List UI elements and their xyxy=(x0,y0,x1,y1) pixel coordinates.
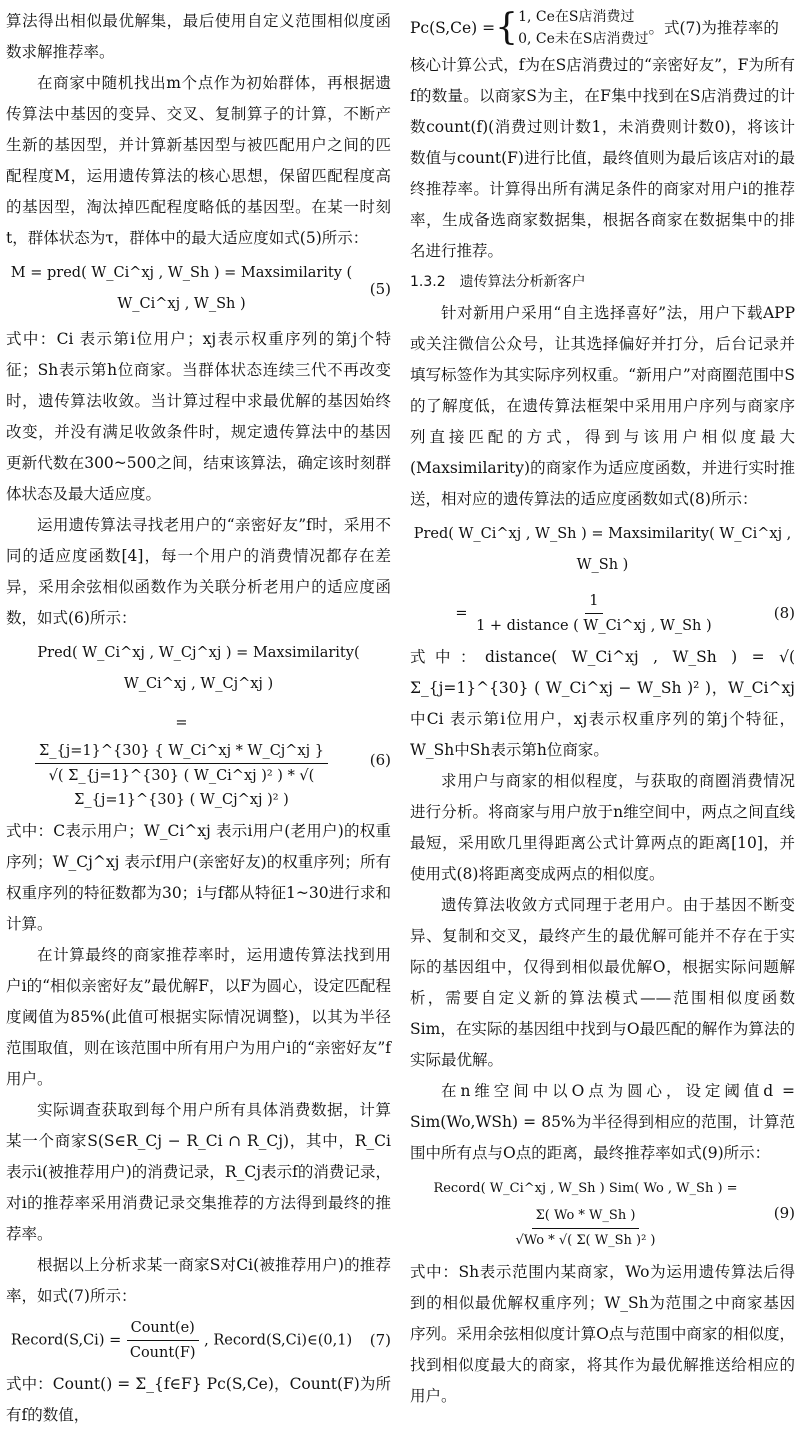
equation-6-top xyxy=(6,634,391,704)
fraction xyxy=(6,739,357,812)
numerator: Count(e) xyxy=(127,1316,199,1341)
paragraph: 核心计算公式，f为在S店消费过的“亲密好友”，F为所有f的数量。以商家S为主，在F集中找到在S店消费过的计数count(f)(消费过则计数1，未消费则计数0)，将该计数值与count(F)进行比值，最终值则为最后该店对i的最终推荐率。计算得出所有满足条件的商家对用户i的推荐率，生成备选商家数据集，根据各商家在数据集中的排名进行推荐。 xyxy=(410,56,795,260)
fraction xyxy=(512,1204,660,1253)
paragraph: 算法得出相似最优解集，最后使用自定义范围相似度函数求解推荐率。 xyxy=(6,12,391,61)
paragraph: 运用遗传算法寻找老用户的“亲密好友”f时，采用不同的适应度函数[4]，每一个用户的消费情况都存在差异，采用余弦相似函数作为关联分析老用户的适应度函数，如式(6)所示： xyxy=(6,516,391,627)
denominator: √( Σ_{j=1}^{30} ( W_Ci^xj )² ) * √( Σ_{j=1}^{30} ( W_Cj^xj )² ) xyxy=(48,768,315,808)
case-row: 1, Ce在S店消费过 xyxy=(518,9,635,25)
equation-7 xyxy=(6,1312,391,1369)
paragraph: 求用户与商家的相似程度，与获取的商圈消费情况进行分析。将商家与用户放于n维空间中，两点之间直线最短，采用欧几里得距离公式计算两点的距离[10]，并使用式(8)将距离变成两点的相似度。 xyxy=(410,772,795,883)
paragraph: 在商家中随机找出m个点作为初始群体，再根据遗传算法中基因的变异、交叉、复制算子的计算，不断产生新的基因型，并计算新基因型与被匹配用户之间的匹配程度M，运用遗传算法的核心思想，保留匹配程度高的基因型，淘汰掉匹配程度略低的基因型。在某一时刻t，群体状态为τ，群体中的最大适应度如式(5)所示： xyxy=(6,74,391,247)
equation-rhs: , Record(S,Ci)∈(0,1) xyxy=(204,1332,353,1349)
equation-lhs: Record(S,Ci) = xyxy=(10,1332,122,1349)
denominator: Count(F) xyxy=(129,1345,196,1361)
equation-number: (6) xyxy=(369,750,391,769)
left-column xyxy=(6,6,391,1431)
numerator: Σ( Wo * W_Sh ) xyxy=(532,1204,640,1229)
paragraph: 遗传算法收敛方式同理于老用户。由于基因不断变异、复制和交叉，最终产生的最优解可能并不存在于实际的基因组中，仅得到相似最优解O，根据实际问题解析，需要自定义新的算法模式——范围相似度函数Sim，在实际的基因组中找到与O最匹配的解作为算法的实际最优解。 xyxy=(410,896,795,1069)
paragraph: 式中：C表示用户；W_Ci^xj 表示i用户(老用户)的权重序列；W_Cj^xj 表示f用户(亲密好友)的权重序列；所有权重序列的特征数都为30；i与f都从特征1~30进行求和计算。 xyxy=(6,822,391,933)
fraction xyxy=(472,589,716,638)
case-row: 0, Ce未在S店消费过 xyxy=(518,31,649,47)
paragraph: 针对新用户采用“自主选择喜好”法，用户下载APP或关注微信公众号，让其选择偏好并打分，后台记录并填写标签作为其实际序列权重。“新用户”对商圈范围中S的了解度低，在遗传算法框架中采用用户序列与商家序列直接匹配的方式，得到与该用户相似度最大(Maxsimilarity)的商家作为适应度函数，并进行实时推送，相对应的遗传算法的适应度函数如式(8)所示： xyxy=(410,304,795,508)
equation-tail: 。式(7)为推荐率的 xyxy=(648,18,779,37)
cases: { 1, Ce在S店消费过 0, Ce未在S店消费过 xyxy=(495,7,649,48)
paragraph: 根据以上分析求某一商家S对Ci(被推荐用户)的推荐率，如式(7)所示： xyxy=(6,1256,391,1305)
paragraph: 式中：distance( W_Ci^xj , W_Sh ) = √( Σ_{j=1}^{30} ( W_Ci^xj − W_Sh )² )，W_Ci^xj 中Ci 表示第i位用户，xj表示权重序列的第j个特征，W_Sh中Sh表示第h位商家。 xyxy=(410,648,795,759)
right-column xyxy=(410,6,795,1412)
denominator: √Wo * √( Σ( W_Sh )² ) xyxy=(515,1233,656,1248)
equation-number: (9) xyxy=(773,1203,795,1222)
denominator: 1 + distance ( W_Ci^xj , W_Sh ) xyxy=(476,618,712,634)
equation-number: (8) xyxy=(773,604,795,622)
equation-number: (7) xyxy=(369,1331,391,1349)
numerator: Σ_{j=1}^{30} { W_Ci^xj * W_Cj^xj } xyxy=(35,739,328,764)
equation-8-top xyxy=(410,515,795,585)
equation-body: M = pred( W_Ci^xj , W_Sh ) = Maxsimilarity ( W_Ci^xj , W_Sh ) xyxy=(10,265,353,312)
equation-number: (5) xyxy=(369,279,391,298)
paragraph: 式中：Sh表示范围内某商家，Wo为运用遗传算法后得到的相似最优解权重序列；W_Sh为范围之中商家基因序列。采用余弦相似度计算O点与范围中商家的相似度，找到相似度最大的商家，将其作为最优解推送给相应的用户。 xyxy=(410,1263,795,1405)
paragraph: 实际调查获取到每个用户所有具体消费数据，计算某一个商家S(S∈R_Cj − R_Ci ∩ R_Cj)，其中，R_Ci表示i(被推荐用户)的消费记录，R_Cj表示f的消费记录，对i的推荐率采用消费记录交集推荐的方法得到最终的推荐率。 xyxy=(6,1101,391,1243)
numerator: 1 xyxy=(585,589,602,614)
equation-body: Pred( W_Ci^xj , W_Sh ) = Maxsimilarity( W_Ci^xj , W_Sh ) xyxy=(413,526,792,573)
equation-9 xyxy=(410,1169,795,1257)
paragraph: 在n维空间中以O点为圆心，设定阈值d = Sim(Wo,WSh) = 85%为半径得到相应的范围，计算范围中所有点与O点的距离，最终推荐率如式(9)所示： xyxy=(410,1082,795,1162)
equation-5 xyxy=(6,254,391,324)
equation-lhs: Pc(S,Ce) = xyxy=(410,18,496,37)
paragraph: 式中：Count() = Σ_{f∈F} Pc(S,Ce)，Count(F)为所有f的数值， xyxy=(6,1375,391,1424)
section-heading: 1.3.2 遗传算法分析新客户 xyxy=(410,274,586,290)
equation-lhs: Record( W_Ci^xj , W_Sh ) Sim( Wo , W_Sh ) = xyxy=(433,1181,738,1196)
equation-body: Pred( W_Ci^xj , W_Cj^xj ) = Maxsimilarity( W_Ci^xj , W_Cj^xj ) xyxy=(37,645,360,692)
fraction xyxy=(126,1316,200,1365)
paragraph: 在计算最终的商家推荐率时，运用遗传算法找到用户i的“相似亲密好友”最优解F，以F为圆心，设定匹配程度阈值为85%(此值可根据实际情况调整)，以其为半径范围取值，则在该范围中所有用户为用户i的“亲密好友”f用户。 xyxy=(6,946,391,1088)
equation-6: = Σ_{j=1}^{30} { W_Ci^xj * W_Cj^xj } √( Σ_{j=1}^{30} ( W_Ci^xj )² ) * √( Σ_{j=1}^{30} ( W_Cj^xj )² ) (6) xyxy=(6,704,391,816)
equation-pc xyxy=(410,6,795,50)
paragraph: 式中：Ci 表示第i位用户；xj表示权重序列的第j个特征；Sh表示第h位商家。当群体状态连续三代不再改变时，遗传算法收敛。当计算过程中求最优解的基因始终改变，并没有满足收敛条件时，规定遗传算法中的基因更新代数在300~500之间，结束该算法，确定该时刻群体状态及最大适应度。 xyxy=(6,330,391,503)
equation-8: = $\frac{1}{\text{1 + distance ( W\_Ci\textasciicircum{}xj , W\_Sh )}}$ (8) xyxy=(410,585,795,642)
